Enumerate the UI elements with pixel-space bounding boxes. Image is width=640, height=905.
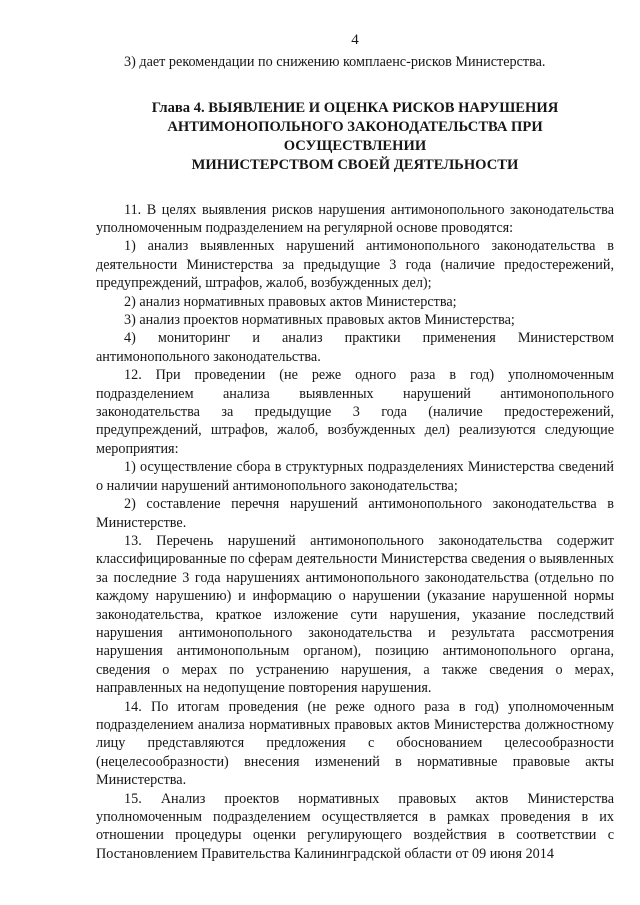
list-item-11-1: 1) анализ выявленных нарушений антимонопольного законодательства в деятельности Министерства за предыдущие 3 года (наличие предостережений, предупреждений, штрафов, жалоб, возбужденных дел); — [96, 238, 614, 292]
list-item-12-1: 1) осуществление сбора в структурных подразделениях Министерства сведений о наличии нарушений антимонопольного законодательства; — [96, 459, 614, 494]
paragraph-12: 12. При проведении (не реже одного раза в год) уполномоченным подразделением анализа выявленных нарушений антимонопольного законодательства за предыдущие 3 года (наличие предостережений, предупреждений, штрафов, жалоб, возбужденных дел) реализуются следующие мероприятия: — [96, 367, 614, 457]
page-number: 4 — [351, 32, 359, 48]
paragraph-15: 15. Анализ проектов нормативных правовых актов Министерства уполномоченным подразделением осуществляется в рамках проведения в их отношении процедуры оценки регулирующего воздействия в соответствии с Постановлением Правительства Калининградской области от 09 июня 2014 — [96, 790, 614, 862]
chapter-title-line: АНТИМОНОПОЛЬНОГО ЗАКОНОДАТЕЛЬСТВА ПРИ — [167, 119, 543, 136]
paragraph-14: 14. По итогам проведения (не реже одного раза в год) уполномоченным подразделением анализа нормативных правовых актов Министерства должностному лицу представляются предложения с обоснованием целесообразности (нецелесообразности) внесения изменений в нормативные правовые акты Министерства. — [96, 698, 614, 789]
chapter-body — [96, 201, 614, 864]
list-item-12-2: 2) составление перечня нарушений антимонопольного законодательства в Министерстве. — [96, 496, 614, 531]
paragraph-13: 13. Перечень нарушений антимонопольного законодательства содержит классифицированные по сферам деятельности Министерства сведения о выявленных за последние 3 года нарушениях антимонопольного законодательства (отдельно по каждому нарушению) и информацию о нарушении (указание нарушенной нормы законодательства, краткое изложение сути нарушения, указание последствий нарушения антимонопольного законодательства и результата рассмотрения нарушения антимонопольным органом), позицию антимонопольного органа, сведения о мерах по устранению нарушения, а также сведения о мерах, направленных на недопущение повторения нарушения. — [96, 532, 614, 697]
list-item-11-4: 4) мониторинг и анализ практики применения Министерством антимонопольного законодательства. — [96, 330, 614, 365]
lead-paragraph: 3) дает рекомендации по снижению комплаенс-рисков Министерства. — [124, 54, 546, 70]
list-item-11-3: 3) анализ проектов нормативных правовых актов Министерства; — [124, 312, 515, 329]
chapter-title — [96, 99, 614, 174]
chapter-title-line: ОСУЩЕСТВЛЕНИИ — [283, 138, 427, 154]
list-item-11-2: 2) анализ нормативных правовых актов Министерства; — [124, 293, 457, 310]
chapter-title-line: МИНИСТЕРСТВОМ СВОЕЙ ДЕЯТЕЛЬНОСТИ — [191, 156, 519, 173]
chapter-title-line: Глава 4. ВЫЯВЛЕНИЕ И ОЦЕНКА РИСКОВ НАРУШЕНИЯ — [151, 100, 559, 117]
document-page — [96, 30, 614, 863]
paragraph-11: 11. В целях выявления рисков нарушения антимонопольного законодательства уполномоченным подразделением на регулярной основе проводятся: — [96, 201, 614, 236]
